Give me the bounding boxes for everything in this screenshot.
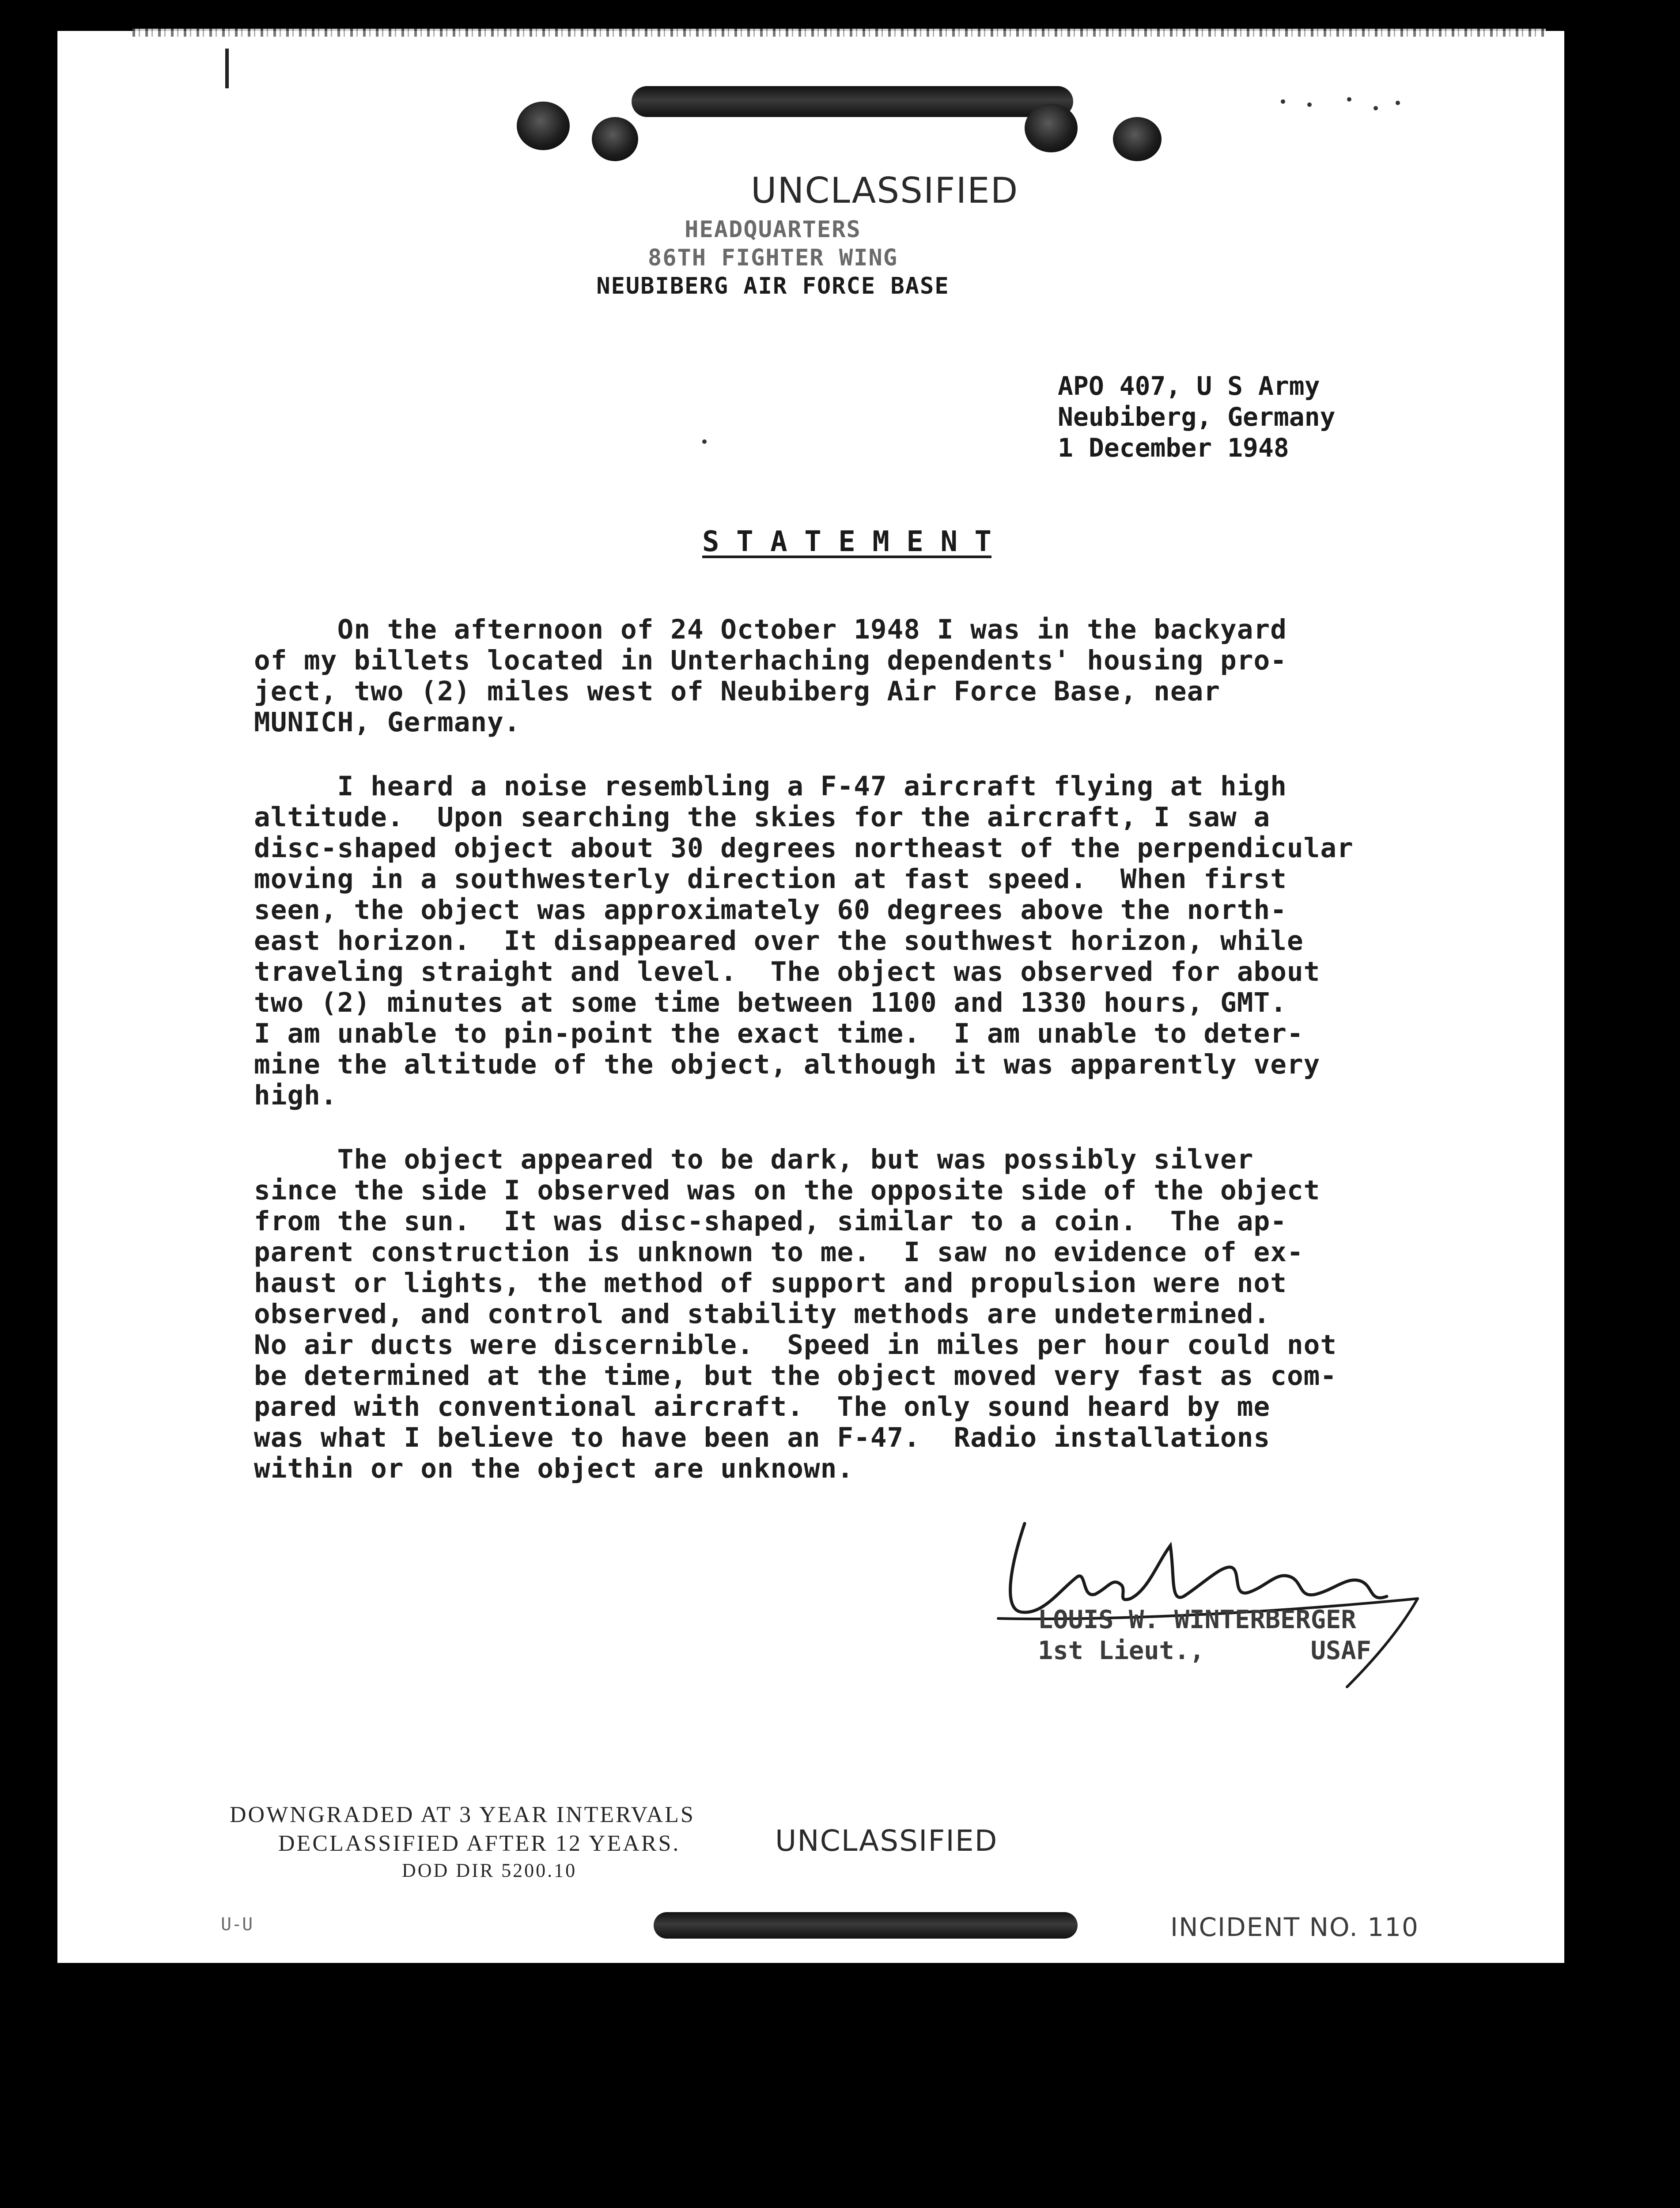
paragraph-1-line: MUNICH, Germany.: [254, 707, 521, 738]
paragraph-1-line: of my billets located in Unterhaching dependents' housing pro-: [254, 645, 1287, 676]
paragraph-2-line: seen, the object was approximately 60 degrees above the north-: [254, 894, 1287, 926]
paragraph-1-line: On the afternoon of 24 October 1948 I was in the backyard: [254, 614, 1287, 645]
margin-mark: U-U: [221, 1914, 253, 1935]
letterhead-line-1: HEADQUARTERS: [685, 216, 861, 243]
scan-border-left: [0, 0, 57, 2208]
downgrade-stamp-line-3: DOD DIR 5200.10: [402, 1860, 577, 1881]
scan-speckle: [702, 439, 707, 444]
document-title: S T A T E M E N T: [702, 526, 992, 558]
redaction-bar-top: [632, 86, 1073, 117]
scan-speckle: [1281, 99, 1285, 104]
paragraph-2-line: mine the altitude of the object, although it was apparently very: [254, 1049, 1321, 1080]
address-line-apo: APO 407, U S Army: [1058, 371, 1320, 401]
paragraph-2-line: disc-shaped object about 30 degrees northeast of the perpendicular: [254, 832, 1354, 864]
classification-stamp-top: UNCLASSIFIED: [751, 170, 1019, 211]
punch-hole-top-center: [592, 117, 638, 161]
punch-hole-top-right: [1025, 104, 1078, 152]
paragraph-3-line: was what I believe to have been an F-47. Radio installations: [254, 1422, 1271, 1453]
incident-number-stamp: INCIDENT NO. 110: [1170, 1912, 1419, 1942]
document-date: 1 December 1948: [1058, 433, 1289, 463]
downgrade-stamp-line-1: DOWNGRADED AT 3 YEAR INTERVALS: [230, 1802, 695, 1827]
paragraph-2-line: altitude. Upon searching the skies for the aircraft, I saw a: [254, 802, 1271, 833]
paragraph-3-line: No air ducts were discernible. Speed in miles per hour could not: [254, 1329, 1337, 1361]
scan-speckle: [1396, 101, 1400, 105]
scan-speckle: [1307, 102, 1312, 107]
punch-hole-top-left: [517, 102, 570, 150]
classification-stamp-bottom: UNCLASSIFIED: [775, 1824, 998, 1858]
paragraph-3-line: pared with conventional aircraft. The only sound heard by me: [254, 1391, 1271, 1422]
scan-speckle: [1347, 97, 1351, 102]
paragraph-3-line: haust or lights, the method of support and propulsion were not: [254, 1267, 1287, 1299]
letterhead-line-3: NEUBIBERG AIR FORCE BASE: [596, 273, 950, 299]
paragraph-3-line: be determined at the time, but the object moved very fast as com-: [254, 1360, 1337, 1391]
paragraph-3-line: parent construction is unknown to me. I saw no evidence of ex-: [254, 1236, 1304, 1268]
paragraph-3-line: observed, and control and stability methods are undetermined.: [254, 1298, 1271, 1330]
letterhead: [486, 216, 1060, 299]
paragraph-3-line: within or on the object are unknown.: [254, 1453, 854, 1484]
paragraph-2-line: I am unable to pin-point the exact time. I am unable to deter-: [254, 1018, 1304, 1049]
address-line-city: Neubiberg, Germany: [1058, 402, 1336, 432]
scan-border-top: [0, 0, 1680, 31]
paragraph-2-line: east horizon. It disappeared over the southwest horizon, while: [254, 925, 1304, 957]
scan-edge-noise: [132, 29, 1546, 37]
paragraph-3-line: The object appeared to be dark, but was possibly silver: [254, 1144, 1254, 1175]
signer-rank: 1st Lieut., USAF: [1038, 1636, 1371, 1665]
paragraph-2-line: traveling straight and level. The object was observed for about: [254, 956, 1321, 987]
scan-border-bottom: [0, 1963, 1680, 2208]
signer-name: LOUIS W. WINTERBERGER: [1038, 1605, 1356, 1634]
paragraph-2-line: moving in a southwesterly direction at fast speed. When first: [254, 863, 1287, 895]
handwritten-signature: [994, 1510, 1435, 1696]
scan-border-right: [1564, 0, 1680, 2208]
paragraph-3-line: from the sun. It was disc-shaped, similar to a coin. The ap-: [254, 1206, 1287, 1237]
paragraph-1-line: ject, two (2) miles west of Neubiberg Air Force Base, near: [254, 676, 1221, 707]
downgrade-stamp-line-2: DECLASSIFIED AFTER 12 YEARS.: [278, 1831, 681, 1856]
redaction-bar-bottom: [654, 1912, 1078, 1939]
letterhead-line-2: 86TH FIGHTER WING: [647, 245, 898, 271]
scan-speckle: [1374, 106, 1378, 110]
paragraph-2-line: I heard a noise resembling a F-47 aircraft flying at high: [254, 771, 1287, 802]
paragraph-2-line: high.: [254, 1080, 337, 1111]
paragraph-2-line: two (2) minutes at some time between 1100 and 1330 hours, GMT.: [254, 987, 1287, 1018]
paragraph-3-line: since the side I observed was on the opposite side of the object: [254, 1175, 1321, 1206]
margin-tick-mark: [225, 49, 229, 88]
punch-hole-top-right-2: [1113, 117, 1162, 161]
